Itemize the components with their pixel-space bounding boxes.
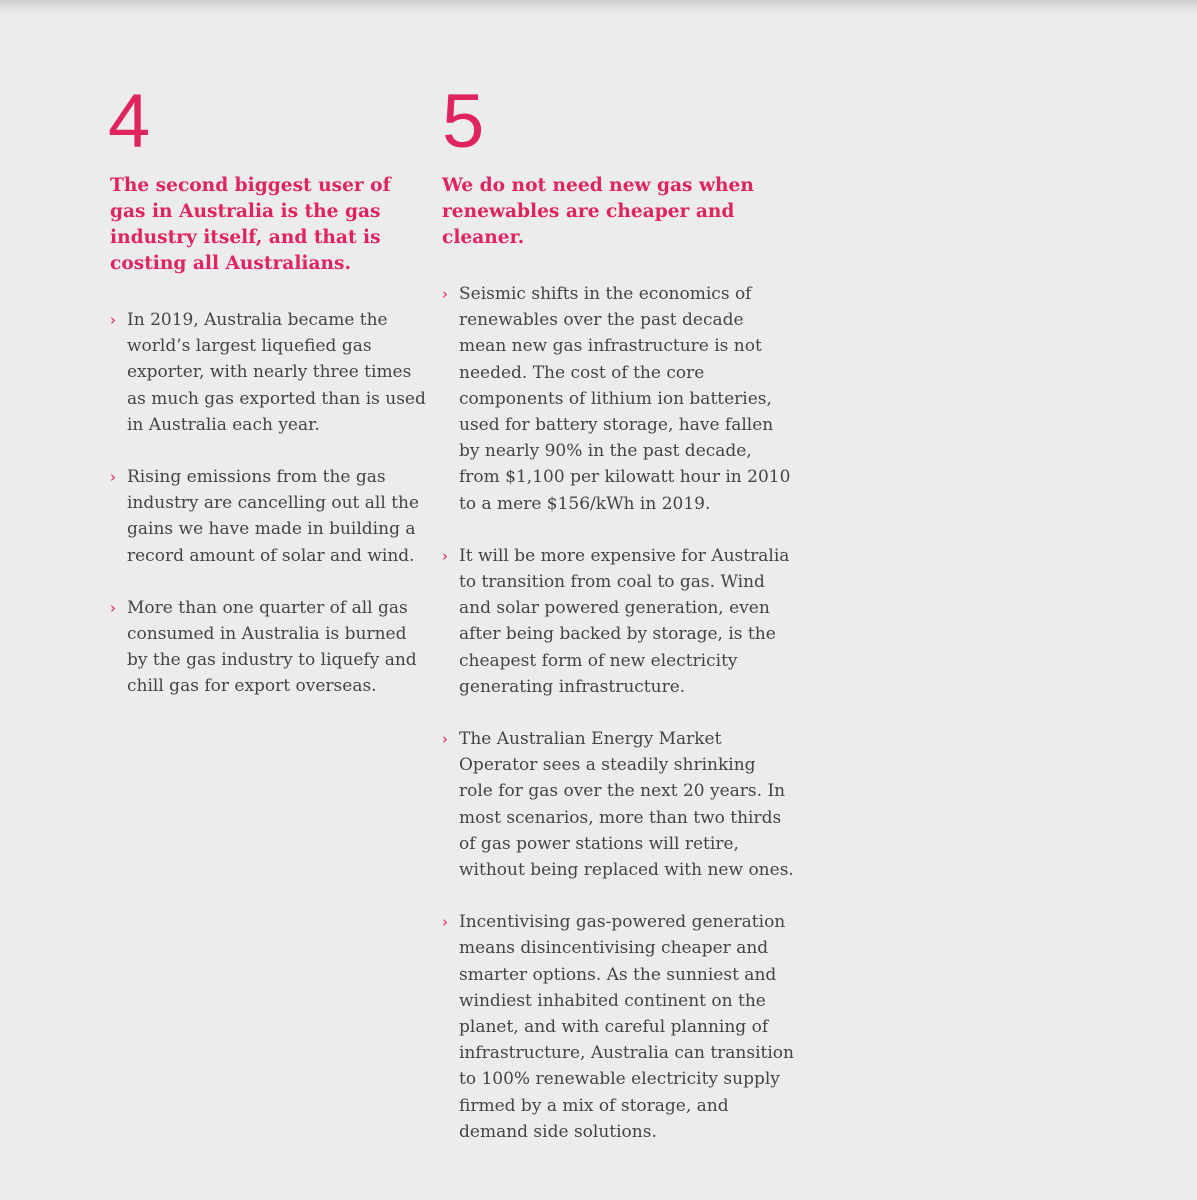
bullet-item [442, 909, 794, 1145]
chevron-right-icon: › [442, 285, 448, 303]
point-heading: The second biggest user of gas in Australia is the gas industry itself, and that is costing all Australians. [110, 175, 391, 274]
bullet-text: Incentivising gas-powered generation means disincentivising cheaper and smarter options. As the sunniest and windiest inhabited continent on the planet, and with careful planning of infrastructure, Australia can transition to 100% renewable electricity supply firmed by a mix of storage, and demand side solutions. [459, 912, 794, 1142]
chevron-right-icon: › [110, 598, 116, 617]
chevron-right-icon: › [442, 546, 448, 565]
point-4-column [110, 80, 430, 726]
bullet-text: The Australian Energy Market Operator sees a steadily shrinking role for gas over the next 20 years. In most scenarios, more than two thirds of gas power stations will retire, without being replaced with new ones. [459, 729, 794, 881]
bullet-text: In 2019, Australia became the world’s largest liquefied gas exporter, with nearly three times as much gas exported than is used in Australia each year. [127, 310, 426, 435]
bullet-item [110, 464, 427, 569]
chevron-right-icon: › [442, 913, 448, 932]
bullet-item [110, 307, 427, 438]
bullet-text: It will be more expensive for Australia to transition from coal to gas. Wind and solar powered generation, even after being backed by storage, is the cheapest form of new electricity generating infrastructure. [459, 545, 790, 697]
page-top-shadow [0, 0, 1197, 14]
point-bullet-list [442, 281, 802, 1145]
bullet-text: More than one quarter of all gas consumed in Australia is burned by the gas industry to liquefy and chill gas for export overseas. [127, 597, 417, 697]
point-number: 5 [442, 79, 485, 164]
bullet-item [442, 543, 794, 700]
point-bullet-list [110, 307, 430, 700]
chevron-right-icon: › [110, 311, 116, 329]
chevron-right-icon: › [442, 730, 448, 749]
point-number: 4 [108, 79, 151, 164]
bullet-item [442, 726, 794, 883]
point-5-column [442, 80, 802, 1171]
point-heading: We do not need new gas when renewables are cheaper and cleaner. [442, 175, 754, 248]
bullet-item [442, 281, 794, 517]
bullet-text: Rising emissions from the gas industry are cancelling out all the gains we have made in building a record amount of solar and wind. [127, 467, 420, 566]
bullet-text: Seismic shifts in the economics of renewables over the past decade mean new gas infrastructure is not needed. The cost of the core components of lithium ion batteries, used for battery storage, have fallen by nearly 90% in the past decade, from $1,100 per kilowatt hour in 2010 to a mere $156/kWh in 2019. [459, 284, 791, 514]
chevron-right-icon: › [110, 468, 116, 487]
bullet-item [110, 595, 427, 700]
